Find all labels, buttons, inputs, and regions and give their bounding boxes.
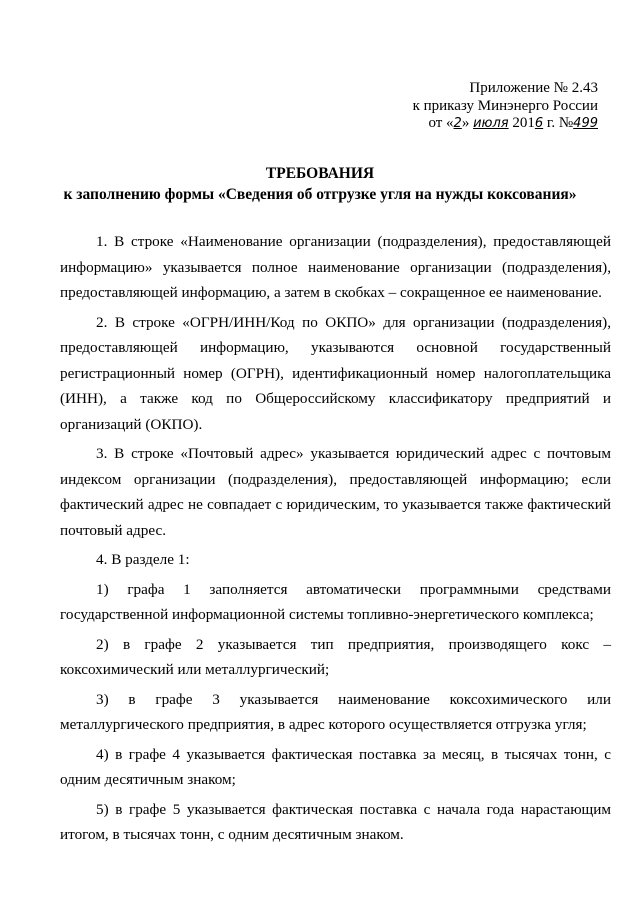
appendix-number: Приложение № 2.43 [469,80,598,96]
paragraph-4: 4. В разделе 1: [96,551,190,568]
paragraph-3: 3. В строке «Почтовый адрес» указывается юридический адрес с почтовым индексом организации (подразделения), предоставляющей информацию; если фактический адрес не совпадает с юридическим, то указывается также фактический почтовый адрес. [60,445,611,539]
document-title [0,163,640,205]
title-subheading: к заполнению формы «Сведения об отгрузке угля на нужды коксования» [63,186,577,203]
number-prefix: г. № [543,115,574,131]
date-prefix: от « [428,115,454,131]
appendix-order-ref: к приказу Минэнерго России [412,97,598,114]
list-item-1: 1) графа 1 заполняется автоматически программными средствами государственной информационной системы топливно-энергетического комплекса; [60,580,611,623]
document-body [60,229,611,852]
handwritten-year-digit: 6 [534,116,544,131]
appendix-date-line [413,115,598,133]
appendix-header [413,80,598,133]
list-item-4: 4) в графе 4 указывается фактическая поставка за месяц, в тысячах тонн, с одним десятичным знаком; [60,745,611,788]
handwritten-order-number: 499 [573,116,598,131]
paragraph-2: 2. В строке «ОГРН/ИНН/Код по ОКПО» для организации (подразделения), предоставляющей информацию, указываются основной государственный регистрационный номер (ОГРН), идентификационный номер налогоплательщика (ИНН), а также код по Общероссийскому классификатору предприятий и организаций (ОКПО). [60,313,611,433]
handwritten-month: июля [473,116,509,131]
title-heading: ТРЕБОВАНИЯ [265,165,375,182]
list-item-3: 3) в графе 3 указывается наименование коксохимического или металлургического предприятия, в адрес которого осуществляется отгрузка угля; [60,690,611,733]
year-prefix: 201 [508,115,535,131]
paragraph-1: 1. В строке «Наименование организации (подразделения), предоставляющей информацию» указывается полное наименование организации (подразделения), предоставляющей информацию, а затем в скобках – сокращенное ее наименование. [60,233,611,301]
handwritten-day: 2 [453,116,462,131]
date-mid: » [461,115,474,131]
list-item-2: 2) в графе 2 указывается тип предприятия, производящего кокс – коксохимический или металлургический; [60,635,611,678]
list-item-5: 5) в графе 5 указывается фактическая поставка с начала года нарастающим итогом, в тысячах тонн, с одним десятичным знаком. [60,800,611,843]
